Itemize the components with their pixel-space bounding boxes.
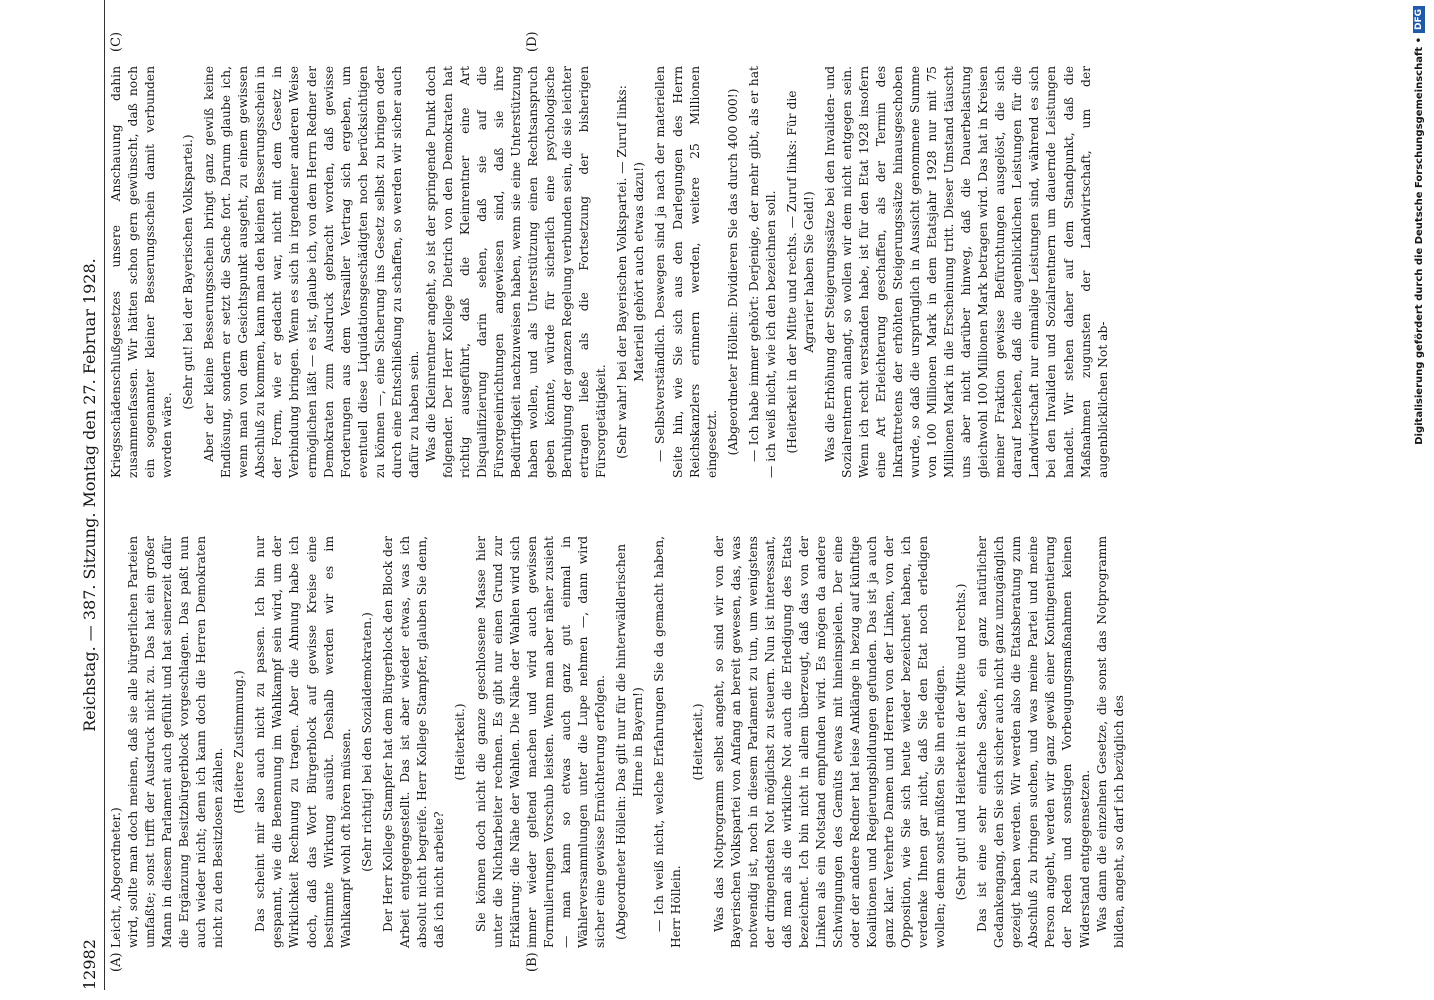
paragraph: Was die Erhöhung der Steigerungssätze bei den Invaliden- und Sozialrentnern anlangt, so wollen wir dem nicht entgegen sein. Wenn ich recht verstanden habe, ist für den Etat 1928 insofern eine Art Erleichterung geschaffen, als der Termin des Inkrafttretens der erhöhten Steigerungssätze hinausgeschoben wurde, so daß die ursprünglich in Aussicht genommene Summe von 100 Millionen Mark in dem Etatsjahr 1928 nur mit 75 Millionen Mark in die Erscheinung tritt. Dieser Umstand täuscht uns aber nicht darüber hinweg, daß die Dauerbelastung gleichwohl 100 Millionen Mark betragen wird. Das hat in Kreisen meiner Fraktion gewisse Befürchtungen ausgelöst, die sich darauf beziehen, daß die augenblicklichen Leistungen für die Landwirtschaft nur einmalige Leistungen sind, während es sich bei den Invaliden und Sozialrentnern um dauernde Leistungen handelt. Wir stehen daher auf dem Standpunkt, daß die Maßnahmen zugunsten der Landwirtschaft, um der augenblicklichen Not ab- bbox=[822, 66, 1110, 478]
text-column-left bbox=[108, 536, 1128, 948]
dfg-logo: DFG bbox=[1413, 6, 1425, 33]
page-number: 12982 bbox=[80, 939, 99, 990]
interjection: (Sehr richtig! bei den Sozialdemokraten.) bbox=[359, 612, 374, 872]
page-title: Reichstag. — 387. Sitzung. Montag den 27. Februar 1928. bbox=[80, 258, 99, 732]
interjection: (Abgeordneter Höllein: Das gilt nur für die hinterwäldlerischen Hirne in Bayern!) bbox=[614, 544, 646, 940]
paragraph: Was das Notprogramm selbst angeht, so sind wir von der Bayerischen Volkspartei von Anfang an bereit gewesen, das, was notwendig ist, noch in diesem Parlament zu tun, um wenigstens der dringendsten Not möglichst zu steuern. Nun ist interessant, daß man als die wirkliche Not auch die Erledigung des Etats bezeichnet. Ich bin nicht in allem überzeugt, daß das von der Linken als ein Notstand empfunden wird. Es mögen da andere Schwingungen des Gemüts etwas mit hineinspielen. Der eine oder der andere Redner hat leise Anklänge in bezug auf künftige Koalitionen und Regierungsbildungen gefunden. Das ist ja auch ganz klar. Verehrte Damen und Herren von der Linken, von der Opposition, wie Sie sich heute wieder bezeichnet haben, ich verdenke Ihnen gar nicht, daß Sie den Etat noch erledigen wollen; denn sonst müßten Sie ihn erledigen. bbox=[711, 536, 948, 948]
margin-marker-a: (A) bbox=[109, 952, 124, 972]
margin-marker-c: (C) bbox=[109, 31, 124, 52]
paragraph: Was die Kleinrentner angeht, so ist der springende Punkt doch folgender. Der Herr Kollege Dietrich von den Demokraten hat richtig ausgeführt, daß die Kleinrentner eine Art Disqualifizierung darin sehen, daß sie auf die Fürsorgeeinrichtungen angewiesen sind, daß sie ihre Bedürftigkeit nachzuweisen haben, wenn sie eine Unterstützung haben wollen, und als Unterstützung einen Rechtsanspruch geben könnte, würde für sicherlich eine psychologische Beruhigung der ganzen Regelung verbunden sein, die sie leichter ertragen ließe als die Fortsetzung der bisherigen Fürsorgetätigkeit. bbox=[423, 66, 609, 478]
paragraph: — Selbstverständlich. Deswegen sind ja nach der materiellen Seite hin, wie Sie sich aus den Darlegungen des Herrn Reichskanzlers erinnern werden, weitere 25 Millionen eingesetzt. bbox=[653, 66, 719, 478]
margin-marker-b: (B) bbox=[525, 952, 540, 972]
credit-text: Digitalisierung gefördert durch die Deutsche Forschungsgemeinschaft • bbox=[1413, 37, 1425, 445]
interjection: (Heiterkeit.) bbox=[690, 703, 705, 781]
text-column-right bbox=[108, 66, 1112, 478]
header-rule bbox=[104, 0, 105, 990]
paragraph: — Ich habe immer gehört: Derjenige, der mehr gibt, als er hat — ich weiß nicht, wie ich den bezeichnen soll. bbox=[746, 66, 778, 478]
paragraph: Das scheint mir also auch nicht zu passen. Ich bin nur gespannt, wie die Benennung im Wahlkampf sein wird, um der Wirklichkeit Rechnung zu tragen. Aber die Ahnung habe ich doch, daß das Wort Bürgerblock auf gewisse Kreise eine bestimmte Wirkung ausübt. Deshalb werden wir es im Wahlkampf wohl oft hören müssen. bbox=[253, 536, 353, 948]
interjection: (Sehr gut! und Heiterkeit in der Mitte und rechts.) bbox=[954, 583, 969, 901]
digitization-credit bbox=[1408, 0, 1430, 1000]
interjection: (Heitere Zustimmung.) bbox=[232, 670, 247, 814]
paragraph: Kriegsschädenschlußgesetzes unsere Anschauung dahin zusammenfassen. Wir hätten schon gern gewünscht, daß noch ein sogenannter kleiner Besserungsschein damit verbunden worden wäre. bbox=[109, 66, 175, 478]
paragraph: — Ich weiß nicht, welche Erfahrungen Sie da gemacht haben, Herr Höllein. bbox=[652, 536, 684, 948]
interjection: (Heiterkeit in der Mitte und rechts. — Zuruf links: Für die Agrarier haben Sie Geld!) bbox=[784, 90, 816, 454]
paragraph: Was dann die einzelnen Gesetze, die sonst das Notprogramm bilden, angeht, so darf ich bezüglich des bbox=[1094, 536, 1126, 948]
interjection: (Abgeordneter Höllein: Dividieren Sie das durch 400 000!) bbox=[725, 88, 740, 456]
paragraph: Das ist eine sehr einfache Sache, ein ganz natürlicher Gedankengang, den Sie sich sicher auch nicht ganz unzugänglich gezeigt haben werden. Wir werden also die Etatsberatung zum Abschluß zu bringen suchen, und was meine Partei und meine Person angeht, werden wir ganz gewiß einer Kontingentierung der Reden und sonstigen Vorbeugungsmaßnahmen keinen Widerstand entgegensetzen. bbox=[975, 536, 1092, 948]
interjection: (Sehr gut! bei der Bayerischen Volkspartei.) bbox=[181, 134, 196, 410]
paragraph: wird, sollte man doch meinen, daß sie alle bürgerlichen Parteien umfaßte; sonst trifft der Ausdruck nicht zu. Das hat ein großer Mann in diesem Parlament auch gefühlt und hat seinerzeit dafür die Ergänzung Besitzbürgerblock vorgeschlagen. Das paßt nun auch wieder nicht; denn ich kann doch die Herren Demokraten nicht zu den Besitzlosen zählen. bbox=[126, 536, 226, 948]
margin-marker-d: (D) bbox=[525, 31, 540, 52]
paragraph: Aber der kleine Besserungsschein bringt ganz gewiß keine Endlösung, sondern er setzt die Sache fort. Darum glaube ich, wenn man von dem Gesichtspunkt ausgeht, zu einem gewissen Abschluß zu kommen, kann man den kleinen Besserungsschein in der Form, wie er gedacht war, nicht mit dem Gesetz in Verbindung bringen. Wenn es sich in irgendeiner anderen Weise ermöglichen läßt — es ist, glaube ich, von dem Herrn Redner der Demokraten zum Ausdruck gebracht worden, daß gewisse Forderungen aus dem Versailler Vertrag sich ergeben, um eventuell diese Liquidationsgeschädigten noch berücksichtigen zu können —, eine Sicherung ins Gesetz selbst zu bringen oder durch eine Entschließung zu schaffen, so werden wir sicher auch dafür zu haben sein. bbox=[202, 66, 421, 478]
paragraph: Leicht, Abgeordneter.) bbox=[109, 807, 123, 948]
paragraph: Sie können doch nicht die ganze geschlossene Masse hier unter die Nichtarbeiter rechnen. Es gibt nur einen Grund zur Erklärung: die Nähe der Wahlen. Die Nähe der Wahlen wird sich immer wieder geltend machen und wird auch gewissen Formulierungen Vorschub leisten. Wenn man aber näher zusieht — man kann so etwas auch ganz gut einmal in Wählerversammlungen unter die Lupe nehmen —, dann wird sicher eine gewisse Ernüchterung erfolgen. bbox=[473, 536, 608, 948]
interjection: (Heiterkeit.) bbox=[452, 703, 467, 781]
paragraph: Der Herr Kollege Stampfer hat dem Bürgerblock den Block der Arbeit entgegengestellt. Das ist aber wieder etwas, was ich absolut nicht begreife. Herr Kollege Stampfer, glauben Sie denn, daß ich nicht arbeite? bbox=[380, 536, 446, 948]
interjection: (Sehr wahr! bei der Bayerischen Volkspartei. — Zuruf links: Materiell gehört auch etwas dazu!) bbox=[615, 85, 647, 459]
